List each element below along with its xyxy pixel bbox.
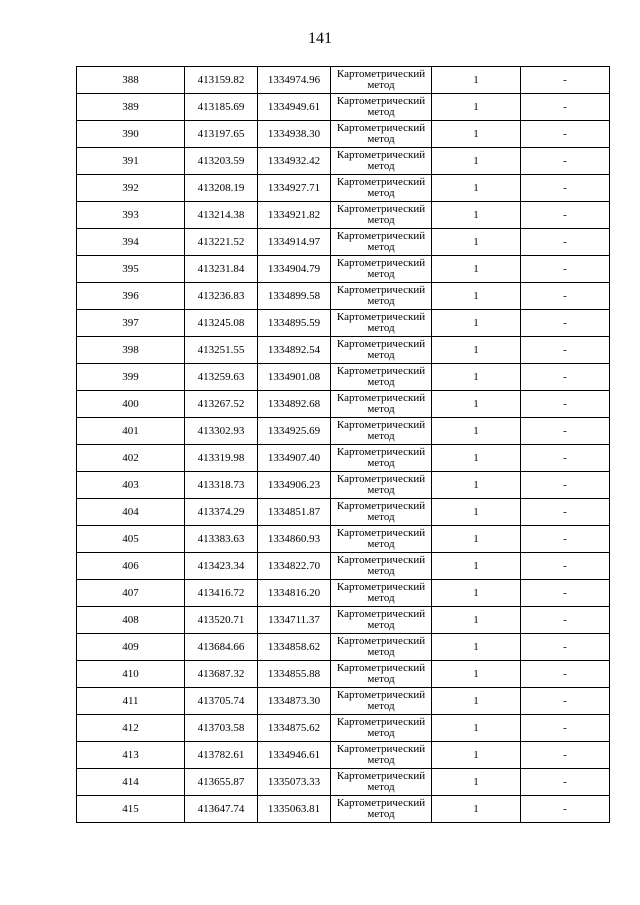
- x-coordinate-cell: 413197.65: [185, 121, 258, 148]
- note-cell: -: [521, 337, 610, 364]
- table-row: [77, 337, 610, 364]
- x-coordinate-cell: 413782.61: [185, 742, 258, 769]
- y-coordinate-cell: 1334711.37: [258, 607, 331, 634]
- table-row: [77, 580, 610, 607]
- accuracy-cell: 1: [432, 175, 521, 202]
- x-coordinate-cell: 413259.63: [185, 364, 258, 391]
- table-row: [77, 256, 610, 283]
- table-row: [77, 526, 610, 553]
- y-coordinate-cell: 1334974.96: [258, 67, 331, 94]
- point-number-cell: 393: [77, 202, 185, 229]
- point-number-cell: 405: [77, 526, 185, 553]
- point-number-cell: 390: [77, 121, 185, 148]
- point-number-cell: 409: [77, 634, 185, 661]
- accuracy-cell: 1: [432, 364, 521, 391]
- table-row: [77, 715, 610, 742]
- method-cell: Картометрический метод: [331, 796, 432, 823]
- accuracy-cell: 1: [432, 472, 521, 499]
- table-row: [77, 796, 610, 823]
- point-number-cell: 412: [77, 715, 185, 742]
- x-coordinate-cell: 413703.58: [185, 715, 258, 742]
- accuracy-cell: 1: [432, 553, 521, 580]
- note-cell: -: [521, 121, 610, 148]
- note-cell: -: [521, 580, 610, 607]
- table-row: [77, 607, 610, 634]
- accuracy-cell: 1: [432, 445, 521, 472]
- method-cell: Картометрический метод: [331, 283, 432, 310]
- y-coordinate-cell: 1334914.97: [258, 229, 331, 256]
- table-row: [77, 391, 610, 418]
- accuracy-cell: 1: [432, 607, 521, 634]
- method-cell: Картометрический метод: [331, 661, 432, 688]
- method-cell: Картометрический метод: [331, 526, 432, 553]
- method-cell: Картометрический метод: [331, 256, 432, 283]
- accuracy-cell: 1: [432, 418, 521, 445]
- note-cell: -: [521, 742, 610, 769]
- accuracy-cell: 1: [432, 67, 521, 94]
- x-coordinate-cell: 413245.08: [185, 310, 258, 337]
- accuracy-cell: 1: [432, 661, 521, 688]
- point-number-cell: 392: [77, 175, 185, 202]
- accuracy-cell: 1: [432, 148, 521, 175]
- accuracy-cell: 1: [432, 634, 521, 661]
- point-number-cell: 401: [77, 418, 185, 445]
- x-coordinate-cell: 413159.82: [185, 67, 258, 94]
- point-number-cell: 404: [77, 499, 185, 526]
- accuracy-cell: 1: [432, 391, 521, 418]
- method-cell: Картометрический метод: [331, 418, 432, 445]
- point-number-cell: 408: [77, 607, 185, 634]
- note-cell: -: [521, 715, 610, 742]
- table-row: [77, 634, 610, 661]
- y-coordinate-cell: 1334822.70: [258, 553, 331, 580]
- table-row: [77, 364, 610, 391]
- point-number-cell: 395: [77, 256, 185, 283]
- y-coordinate-cell: 1335073.33: [258, 769, 331, 796]
- note-cell: -: [521, 688, 610, 715]
- x-coordinate-cell: 413185.69: [185, 94, 258, 121]
- point-number-cell: 406: [77, 553, 185, 580]
- note-cell: -: [521, 175, 610, 202]
- x-coordinate-cell: 413705.74: [185, 688, 258, 715]
- point-number-cell: 410: [77, 661, 185, 688]
- x-coordinate-cell: 413318.73: [185, 472, 258, 499]
- y-coordinate-cell: 1335063.81: [258, 796, 331, 823]
- note-cell: -: [521, 310, 610, 337]
- accuracy-cell: 1: [432, 580, 521, 607]
- table-row: [77, 499, 610, 526]
- x-coordinate-cell: 413655.87: [185, 769, 258, 796]
- accuracy-cell: 1: [432, 715, 521, 742]
- page-number: 141: [308, 30, 332, 47]
- accuracy-cell: 1: [432, 499, 521, 526]
- y-coordinate-cell: 1334907.40: [258, 445, 331, 472]
- x-coordinate-cell: 413687.32: [185, 661, 258, 688]
- point-number-cell: 396: [77, 283, 185, 310]
- table-row: [77, 148, 610, 175]
- table-row: [77, 472, 610, 499]
- point-number-cell: 400: [77, 391, 185, 418]
- y-coordinate-cell: 1334875.62: [258, 715, 331, 742]
- y-coordinate-cell: 1334816.20: [258, 580, 331, 607]
- accuracy-cell: 1: [432, 283, 521, 310]
- note-cell: -: [521, 94, 610, 121]
- table-row: [77, 688, 610, 715]
- y-coordinate-cell: 1334858.62: [258, 634, 331, 661]
- coordinates-table-body: [77, 67, 610, 823]
- method-cell: Картометрический метод: [331, 607, 432, 634]
- y-coordinate-cell: 1334904.79: [258, 256, 331, 283]
- method-cell: Картометрический метод: [331, 688, 432, 715]
- x-coordinate-cell: 413231.84: [185, 256, 258, 283]
- method-cell: Картометрический метод: [331, 148, 432, 175]
- method-cell: Картометрический метод: [331, 364, 432, 391]
- note-cell: -: [521, 472, 610, 499]
- point-number-cell: 414: [77, 769, 185, 796]
- note-cell: -: [521, 391, 610, 418]
- method-cell: Картометрический метод: [331, 580, 432, 607]
- method-cell: Картометрический метод: [331, 337, 432, 364]
- y-coordinate-cell: 1334860.93: [258, 526, 331, 553]
- y-coordinate-cell: 1334949.61: [258, 94, 331, 121]
- x-coordinate-cell: 413208.19: [185, 175, 258, 202]
- y-coordinate-cell: 1334851.87: [258, 499, 331, 526]
- point-number-cell: 389: [77, 94, 185, 121]
- table-row: [77, 94, 610, 121]
- table-row: [77, 661, 610, 688]
- accuracy-cell: 1: [432, 337, 521, 364]
- table-row: [77, 769, 610, 796]
- accuracy-cell: 1: [432, 256, 521, 283]
- table-row: [77, 121, 610, 148]
- x-coordinate-cell: 413647.74: [185, 796, 258, 823]
- method-cell: Картометрический метод: [331, 742, 432, 769]
- table-row: [77, 445, 610, 472]
- note-cell: -: [521, 661, 610, 688]
- note-cell: -: [521, 67, 610, 94]
- note-cell: -: [521, 256, 610, 283]
- accuracy-cell: 1: [432, 310, 521, 337]
- y-coordinate-cell: 1334873.30: [258, 688, 331, 715]
- accuracy-cell: 1: [432, 796, 521, 823]
- point-number-cell: 399: [77, 364, 185, 391]
- method-cell: Картометрический метод: [331, 715, 432, 742]
- table-row: [77, 67, 610, 94]
- method-cell: Картометрический метод: [331, 634, 432, 661]
- y-coordinate-cell: 1334855.88: [258, 661, 331, 688]
- method-cell: Картометрический метод: [331, 553, 432, 580]
- y-coordinate-cell: 1334899.58: [258, 283, 331, 310]
- x-coordinate-cell: 413684.66: [185, 634, 258, 661]
- note-cell: -: [521, 202, 610, 229]
- method-cell: Картометрический метод: [331, 445, 432, 472]
- method-cell: Картометрический метод: [331, 472, 432, 499]
- x-coordinate-cell: 413520.71: [185, 607, 258, 634]
- method-cell: Картометрический метод: [331, 67, 432, 94]
- note-cell: -: [521, 445, 610, 472]
- x-coordinate-cell: 413383.63: [185, 526, 258, 553]
- note-cell: -: [521, 553, 610, 580]
- point-number-cell: 411: [77, 688, 185, 715]
- y-coordinate-cell: 1334906.23: [258, 472, 331, 499]
- point-number-cell: 388: [77, 67, 185, 94]
- accuracy-cell: 1: [432, 202, 521, 229]
- point-number-cell: 398: [77, 337, 185, 364]
- x-coordinate-cell: 413302.93: [185, 418, 258, 445]
- point-number-cell: 391: [77, 148, 185, 175]
- table-row: [77, 310, 610, 337]
- method-cell: Картометрический метод: [331, 229, 432, 256]
- note-cell: -: [521, 526, 610, 553]
- method-cell: Картометрический метод: [331, 121, 432, 148]
- method-cell: Картометрический метод: [331, 769, 432, 796]
- y-coordinate-cell: 1334946.61: [258, 742, 331, 769]
- coordinates-table: [76, 66, 610, 823]
- method-cell: Картометрический метод: [331, 391, 432, 418]
- method-cell: Картометрический метод: [331, 94, 432, 121]
- y-coordinate-cell: 1334921.82: [258, 202, 331, 229]
- point-number-cell: 415: [77, 796, 185, 823]
- y-coordinate-cell: 1334892.54: [258, 337, 331, 364]
- point-number-cell: 397: [77, 310, 185, 337]
- x-coordinate-cell: 413203.59: [185, 148, 258, 175]
- table-row: [77, 418, 610, 445]
- note-cell: -: [521, 229, 610, 256]
- x-coordinate-cell: 413319.98: [185, 445, 258, 472]
- y-coordinate-cell: 1334901.08: [258, 364, 331, 391]
- method-cell: Картометрический метод: [331, 499, 432, 526]
- x-coordinate-cell: 413236.83: [185, 283, 258, 310]
- table-row: [77, 742, 610, 769]
- y-coordinate-cell: 1334932.42: [258, 148, 331, 175]
- accuracy-cell: 1: [432, 526, 521, 553]
- table-row: [77, 202, 610, 229]
- point-number-cell: 394: [77, 229, 185, 256]
- x-coordinate-cell: 413423.34: [185, 553, 258, 580]
- y-coordinate-cell: 1334927.71: [258, 175, 331, 202]
- note-cell: -: [521, 364, 610, 391]
- x-coordinate-cell: 413267.52: [185, 391, 258, 418]
- accuracy-cell: 1: [432, 229, 521, 256]
- table-row: [77, 553, 610, 580]
- note-cell: -: [521, 796, 610, 823]
- note-cell: -: [521, 607, 610, 634]
- accuracy-cell: 1: [432, 742, 521, 769]
- table-row: [77, 229, 610, 256]
- note-cell: -: [521, 283, 610, 310]
- note-cell: -: [521, 148, 610, 175]
- accuracy-cell: 1: [432, 121, 521, 148]
- point-number-cell: 413: [77, 742, 185, 769]
- method-cell: Картометрический метод: [331, 202, 432, 229]
- accuracy-cell: 1: [432, 688, 521, 715]
- note-cell: -: [521, 769, 610, 796]
- point-number-cell: 407: [77, 580, 185, 607]
- y-coordinate-cell: 1334938.30: [258, 121, 331, 148]
- note-cell: -: [521, 418, 610, 445]
- point-number-cell: 402: [77, 445, 185, 472]
- accuracy-cell: 1: [432, 94, 521, 121]
- x-coordinate-cell: 413221.52: [185, 229, 258, 256]
- accuracy-cell: 1: [432, 769, 521, 796]
- x-coordinate-cell: 413416.72: [185, 580, 258, 607]
- note-cell: -: [521, 634, 610, 661]
- x-coordinate-cell: 413374.29: [185, 499, 258, 526]
- method-cell: Картометрический метод: [331, 175, 432, 202]
- table-row: [77, 283, 610, 310]
- x-coordinate-cell: 413214.38: [185, 202, 258, 229]
- x-coordinate-cell: 413251.55: [185, 337, 258, 364]
- y-coordinate-cell: 1334892.68: [258, 391, 331, 418]
- y-coordinate-cell: 1334895.59: [258, 310, 331, 337]
- point-number-cell: 403: [77, 472, 185, 499]
- y-coordinate-cell: 1334925.69: [258, 418, 331, 445]
- table-row: [77, 175, 610, 202]
- note-cell: -: [521, 499, 610, 526]
- method-cell: Картометрический метод: [331, 310, 432, 337]
